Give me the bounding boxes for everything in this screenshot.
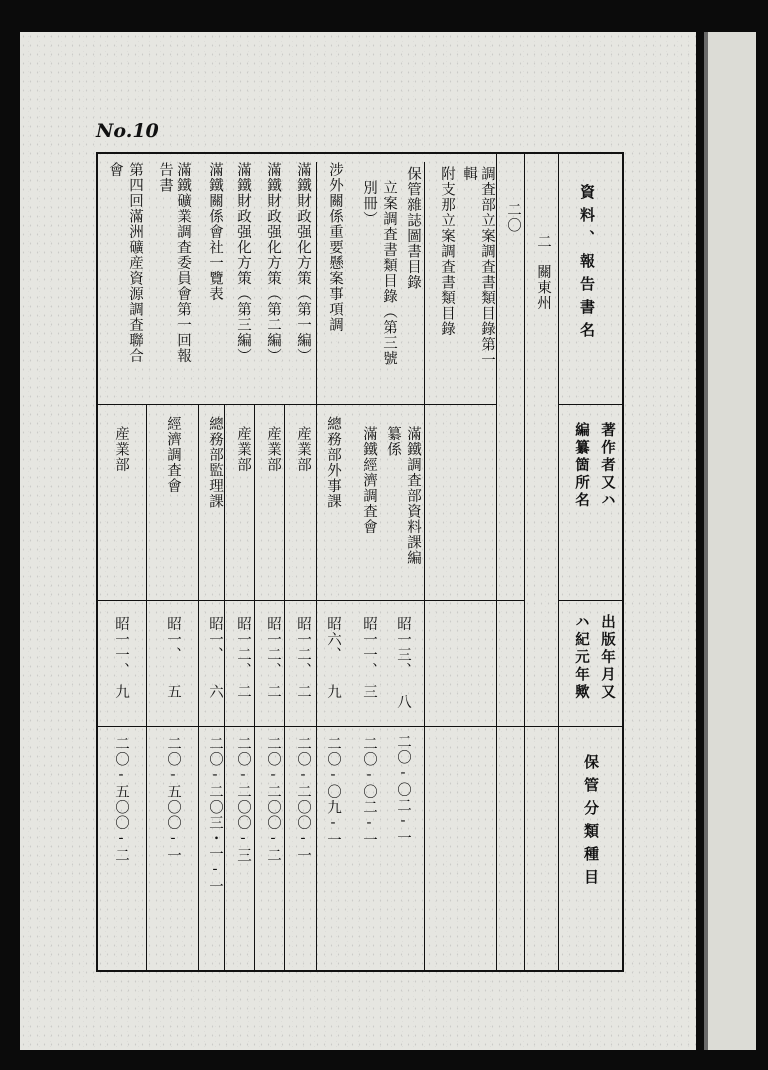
row9-date-month: 六	[207, 684, 223, 700]
row5-date-month: 九	[325, 684, 341, 700]
row10-author: 經濟調査會	[165, 416, 181, 494]
row7-date-month: 二	[265, 684, 281, 700]
row8-author: 産業部	[235, 426, 251, 473]
row9-title: 滿鐵關係會社一覽表	[207, 162, 223, 302]
row9-code: 二〇-二〇三・一-一	[207, 736, 223, 894]
row5-date-year: 昭六、	[325, 616, 341, 663]
row10-date-year: 昭一、	[165, 616, 181, 663]
row11-author: 産業部	[113, 426, 129, 473]
row4-author: 滿鐵經濟調査會	[361, 426, 377, 535]
row8-date-year: 昭一二、	[235, 616, 251, 678]
row3-date-year: 昭一三、	[395, 616, 411, 678]
row10-title-cont: 告書	[157, 162, 173, 193]
row11-title: 第四回滿洲礦産資源調査聯合	[127, 162, 143, 364]
row7-code: 二〇-二〇〇-二	[265, 736, 281, 863]
row11-date-month: 九	[113, 684, 129, 700]
row2-title: 附支那立案調査書類目錄	[439, 166, 455, 337]
row3-title: 保管雜誌圖書目錄	[405, 166, 421, 290]
header-classification: 保管分類種目	[582, 754, 600, 892]
row3-author-cont: 纂係	[385, 426, 401, 457]
row11-code: 二〇-五〇〇-二	[113, 736, 129, 863]
row11-date-year: 昭一一、	[113, 616, 129, 678]
row6-title: 滿鐵財政强化方策（第一編）	[295, 162, 311, 364]
row5-title: 涉外關係重要懸案事項調	[327, 162, 343, 333]
row10-title: 滿鐵礦業調査委員會第一回報	[175, 162, 191, 364]
page-number: No.10	[96, 120, 159, 142]
row11-title-cont: 會	[107, 162, 123, 178]
row8-date-month: 二	[235, 684, 251, 700]
row3-date-month: 八	[395, 694, 411, 710]
row1-title-cont: 輯	[461, 166, 477, 182]
row9-author: 總務部監理課	[207, 416, 223, 509]
row7-author: 産業部	[265, 426, 281, 473]
row1-title: 調査部立案調査書類目錄第一	[479, 166, 495, 368]
row10-date-month: 五	[165, 684, 181, 700]
section-number: 二	[535, 234, 551, 250]
row6-code: 二〇-二〇〇-一	[295, 736, 311, 863]
row6-author: 産業部	[295, 426, 311, 473]
row3-code: 二〇-〇二-一	[395, 734, 411, 846]
row4-code: 二〇-〇二-一	[361, 736, 377, 848]
row4-title: 立案調査書類目錄（第三號	[381, 180, 397, 366]
row8-title: 滿鐵財政强化方策（第三編）	[235, 162, 251, 364]
row5-code: 二〇-〇九-一	[325, 736, 341, 848]
row6-date-month: 二	[295, 684, 311, 700]
adjacent-page-edge	[704, 32, 756, 1050]
header-author-1: 著作者又ハ	[599, 422, 615, 510]
section-name: 關東州	[535, 264, 551, 311]
row4-date-year: 昭一一、	[361, 616, 377, 678]
catalog-table	[96, 152, 624, 972]
row9-date-year: 昭一、	[207, 616, 223, 663]
header-title: 資料、報告書名	[578, 184, 596, 345]
row4-title-cont: 別冊）	[361, 180, 377, 227]
header-date-2: ハ紀元年歟	[573, 614, 589, 702]
row7-date-year: 昭一二、	[265, 616, 281, 678]
header-author-2: 編纂箇所名	[573, 422, 589, 510]
row8-code: 二〇-二〇〇-三	[235, 736, 251, 863]
row3-author: 滿鐵調査部資料課編	[405, 426, 421, 566]
section-code: 二〇	[505, 202, 521, 233]
row6-date-year: 昭一二、	[295, 616, 311, 678]
row7-title: 滿鐵財政强化方策（第二編）	[265, 162, 281, 364]
row5-author: 總務部外事課	[325, 416, 341, 509]
row10-code: 二〇-五〇〇-一	[165, 736, 181, 863]
row4-date-month: 三	[361, 684, 377, 700]
header-date-1: 出版年月又	[599, 614, 615, 702]
